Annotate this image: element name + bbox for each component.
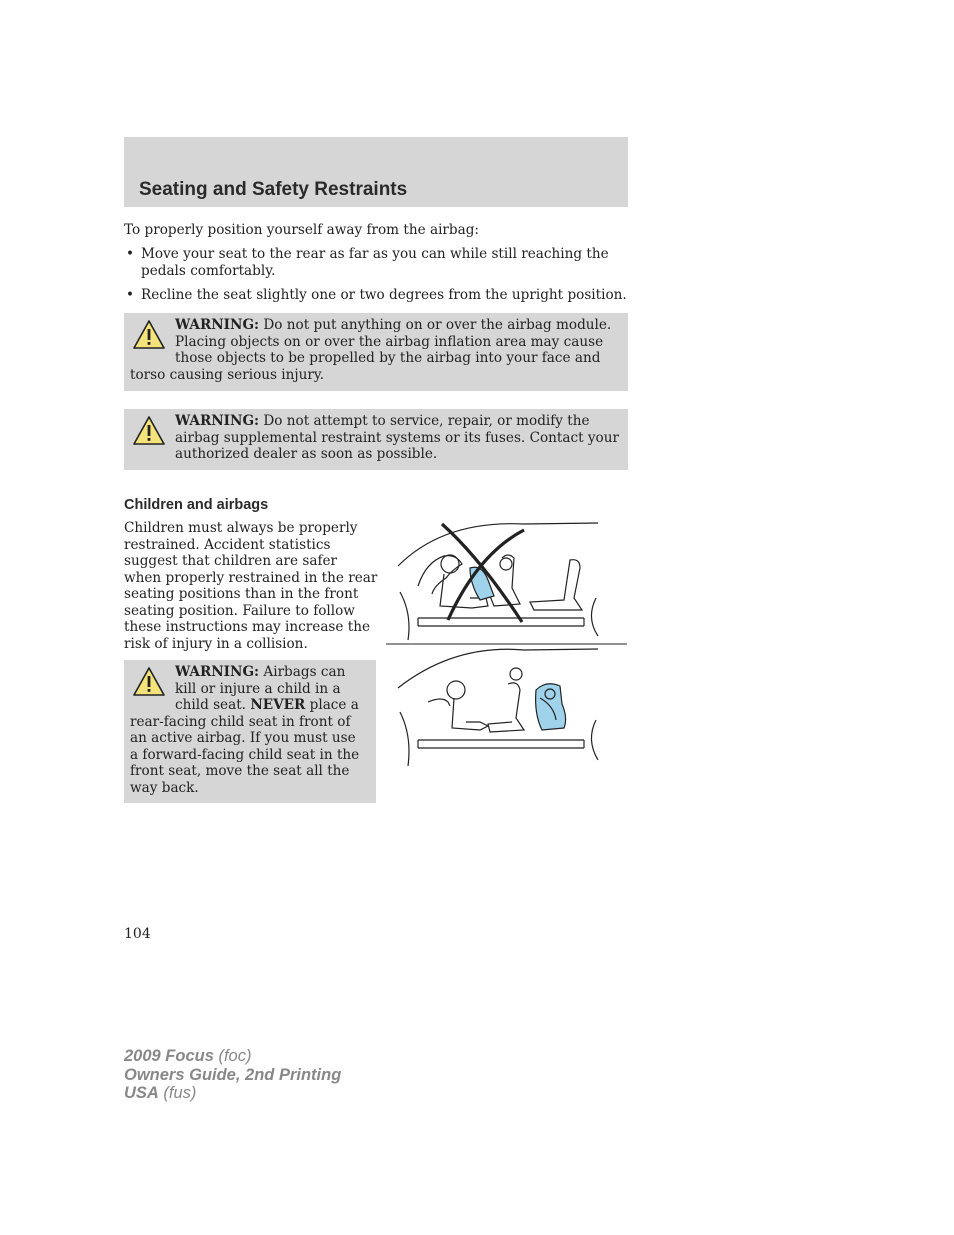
warning-box: WARNING: Airbags can kill or injure a child in a child seat. NEVER place a rear-facing child seat in front of an active airbag. If you must use a forward-facing child seat in the front seat, move the seat all the way back. (124, 660, 376, 803)
warning-box (124, 409, 628, 470)
list-item: • Recline the seat slightly one or two degrees from the upright position. (126, 287, 627, 303)
warning-label: WARNING: (175, 413, 260, 429)
warning-label: WARNING: (175, 664, 260, 680)
list-item: • Move your seat to the rear as far as you can while still reaching the pedals comfortably. (126, 246, 609, 279)
page-number: 104 (124, 926, 151, 942)
never-emphasis: NEVER (250, 697, 306, 713)
warning-triangle-icon (132, 415, 166, 447)
warning-text: Do not put anything on or over the airbag module. Placing objects on or over the airbag inflation area may cause those objects to be propelled by the airbag into your face and torso causing serious injury. (130, 317, 612, 383)
section-heading: Children and airbags (124, 497, 269, 513)
page-title: Seating and Safety Restraints (139, 179, 408, 200)
warning-triangle-icon (132, 666, 166, 698)
warning-label: WARNING: (175, 317, 260, 333)
warning-box (124, 313, 628, 391)
bullet-icon: • (126, 287, 135, 303)
bullet-list (124, 246, 628, 312)
warning-triangle-icon (132, 319, 166, 351)
body-paragraph: Children must always be properly restrained. Accident statistics suggest that children are safer when properly restrained in the rear seating positions than in the front seating position. Failure to follow these instructions may increase the risk of injury in a collision. (124, 520, 378, 652)
correct-position-diagram (398, 649, 598, 766)
intro-text: To properly position yourself away from the airbag: (124, 222, 480, 238)
warning-text: Do not attempt to service, repair, or modify the airbag supplemental restraint systems or its fuses. Contact your authorized dealer as soon as possible. (175, 413, 619, 462)
bullet-icon: • (126, 246, 135, 262)
child-seat-illustration (384, 518, 630, 770)
section-header (124, 137, 628, 207)
footer: 2009 Focus (foc) Owners Guide, 2nd Printing USA (fus) (124, 1047, 342, 1102)
incorrect-position-diagram (398, 523, 598, 640)
